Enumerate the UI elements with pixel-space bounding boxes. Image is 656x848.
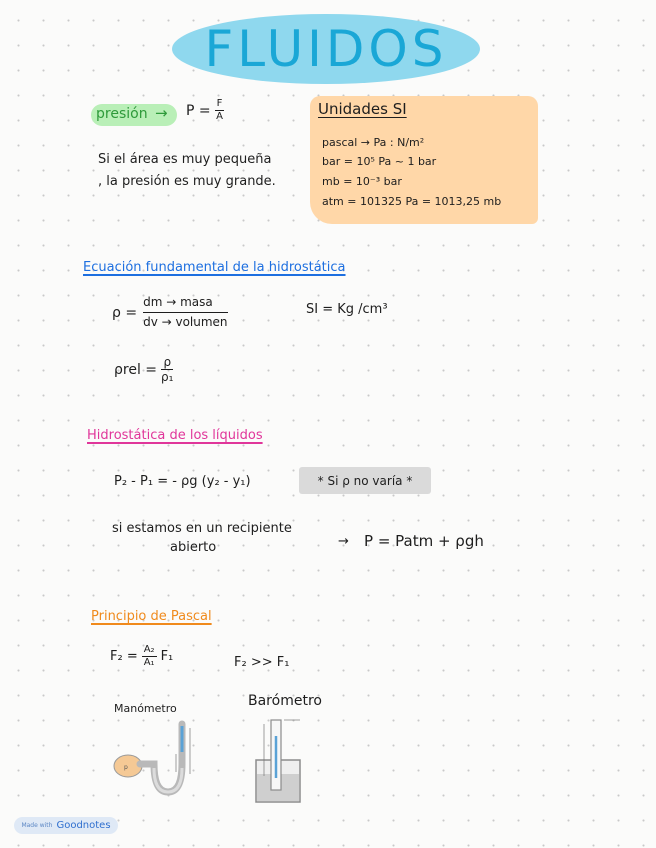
- svg-text:p: p: [124, 764, 128, 771]
- pascal-denominator: A₁: [143, 657, 155, 668]
- open-vessel-text-line2: abierto: [170, 540, 217, 555]
- manometer-diagram: [110, 714, 200, 804]
- pressure-numerator: F: [216, 98, 223, 109]
- pressure-denominator: A: [216, 111, 223, 122]
- open-vessel-equation: P = Patm + ρgh: [364, 532, 484, 550]
- heading-liquidos: Hidrostática de los líquidos: [87, 428, 263, 443]
- relative-density-lhs: ρrel =: [114, 361, 158, 378]
- goodnotes-brand: Goodnotes: [56, 820, 111, 831]
- pressure-fraction: [215, 99, 225, 122]
- unit-line-bar: bar = 10⁵ Pa ~ 1 bar: [322, 155, 437, 168]
- pascal-lhs: F₂ =: [110, 649, 138, 664]
- density-denominator: dv → volumen: [143, 315, 228, 329]
- heading-pascal: Principio de Pascal: [91, 609, 212, 624]
- pascal-rhs: F₁: [160, 649, 174, 664]
- unit-line-atm: atm = 101325 Pa = 1013,25 mb: [322, 195, 502, 208]
- liquid-pressure-equation: P₂ - P₁ = - ρg (y₂ - y₁): [114, 474, 251, 489]
- relative-density-fraction: [161, 356, 173, 383]
- open-vessel-text-line1: si estamos en un recipiente: [112, 521, 292, 536]
- page-title: FLUIDOS: [204, 20, 448, 78]
- barometro-label: Barómetro: [248, 693, 322, 709]
- pressure-lhs: P =: [186, 102, 211, 119]
- density-numerator: dm → masa: [143, 293, 227, 313]
- density-lhs: ρ =: [112, 304, 138, 321]
- heading-hidrostatica: Ecuación fundamental de la hidrostática: [83, 260, 346, 275]
- pascal-equation: [110, 645, 173, 668]
- unit-line-pascal: pascal → Pa : N/m²: [322, 136, 425, 149]
- area-note: Si el área es muy pequeña , la presión es muy grande.: [98, 152, 276, 189]
- density-fraction: [143, 293, 227, 332]
- presion-label: presión: [96, 106, 148, 122]
- relative-density: [114, 356, 173, 383]
- barometer-diagram: [244, 714, 314, 809]
- goodnotes-badge[interactable]: [14, 817, 118, 834]
- made-with-label: Made with: [21, 822, 53, 829]
- constant-density-note-text: * Si ρ no varía *: [317, 473, 413, 488]
- relative-density-numerator: ρ: [163, 355, 172, 369]
- pascal-numerator: A₂: [143, 644, 155, 655]
- arrow-right-icon: →: [338, 534, 349, 549]
- arrow-right-icon: →: [155, 104, 168, 122]
- manometro-label: Manómetro: [114, 702, 177, 715]
- unit-line-mb: mb = 10⁻³ bar: [322, 175, 402, 188]
- density-definition: [112, 293, 228, 332]
- units-title: Unidades SI: [318, 100, 407, 118]
- constant-density-note: [299, 467, 431, 494]
- relative-density-denominator: ρ₁: [161, 370, 174, 384]
- si-density-unit: SI = Kg /cm³: [306, 302, 388, 317]
- pascal-fraction: [142, 645, 157, 668]
- pascal-inequality: F₂ >> F₁: [234, 655, 290, 670]
- pressure-formula: [186, 99, 224, 122]
